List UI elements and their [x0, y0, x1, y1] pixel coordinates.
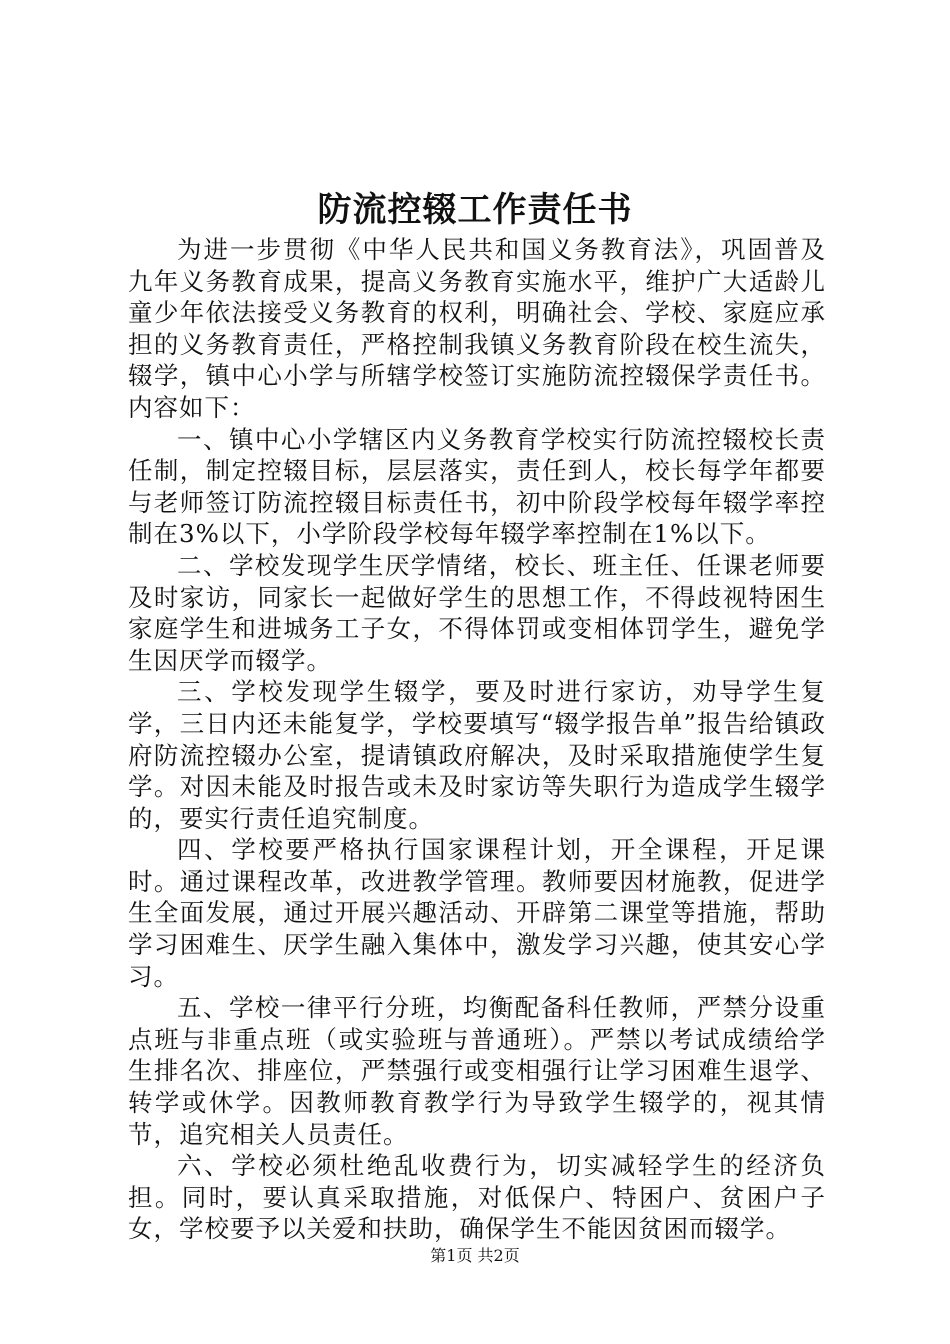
paragraph-item-2: 二、学校发现学生厌学情绪，校长、班主任、任课老师要及时家访，同家长一起做好学生的思想工作，不得歧视特困生家庭学生和进城务工子女，不得体罚或变相体罚学生，避免学生因厌学而辍学。 [128, 550, 826, 675]
page-footer [0, 1245, 950, 1267]
document-body [128, 234, 826, 1245]
paragraph-intro: 为进一步贯彻《中华人民共和国义务教育法》，巩固普及九年义务教育成果，提高义务教育实施水平，维护广大适龄儿童少年依法接受义务教育的权利，明确社会、学校、家庭应承担的义务教育责任，严格控制我镇义务教育阶段在校生流失，辍学，镇中心小学与所辖学校签订实施防流控辍保学责任书。内容如下： [128, 235, 826, 422]
page-indicator: 第1页 共2页 [430, 1246, 520, 1265]
paragraph-item-4: 四、学校要严格执行国家课程计划，开全课程，开足课时。通过课程改革，改进教学管理。教师要因材施教，促进学生全面发展，通过开展兴趣活动、开辟第二课堂等措施，帮助学习困难生、厌学生融入集体中，激发学习兴趣，使其安心学习。 [128, 835, 826, 991]
document-title: 防流控辍工作责任书 [317, 190, 633, 230]
paragraph-item-3: 三、学校发现学生辍学，要及时进行家访，劝导学生复学，三日内还未能复学，学校要填写“辍学报告单”报告给镇政府防流控辍办公室，提请镇政府解决，及时采取措施使学生复学。对因未能及时报告或未及时家访等失职行为造成学生辍学的，要实行责任追究制度。 [128, 677, 826, 833]
paragraph-item-6: 六、学校必须杜绝乱收费行为，切实减轻学生的经济负担。同时，要认真采取措施，对低保户、特困户、贫困户子女，学校要予以关爱和扶助，确保学生不能因贫困而辍学。 [128, 1151, 826, 1244]
paragraph-item-1: 一、镇中心小学辖区内义务教育学校实行防流控辍校长责任制，制定控辍目标，层层落实，责任到人，校长每学年都要与老师签订防流控辍目标责任书，初中阶段学校每年辍学率控制在3%以下，小学阶段学校每年辍学率控制在1%以下。 [128, 424, 826, 549]
paragraph-item-5: 五、学校一律平行分班，均衡配备科任教师，严禁分设重点班与非重点班（或实验班与普通班）。严禁以考试成绩给学生排名次、排座位，严禁强行或变相强行让学习困难生退学、转学或休学。因教师教育教学行为导致学生辍学的，视其情节，追究相关人员责任。 [128, 993, 826, 1149]
